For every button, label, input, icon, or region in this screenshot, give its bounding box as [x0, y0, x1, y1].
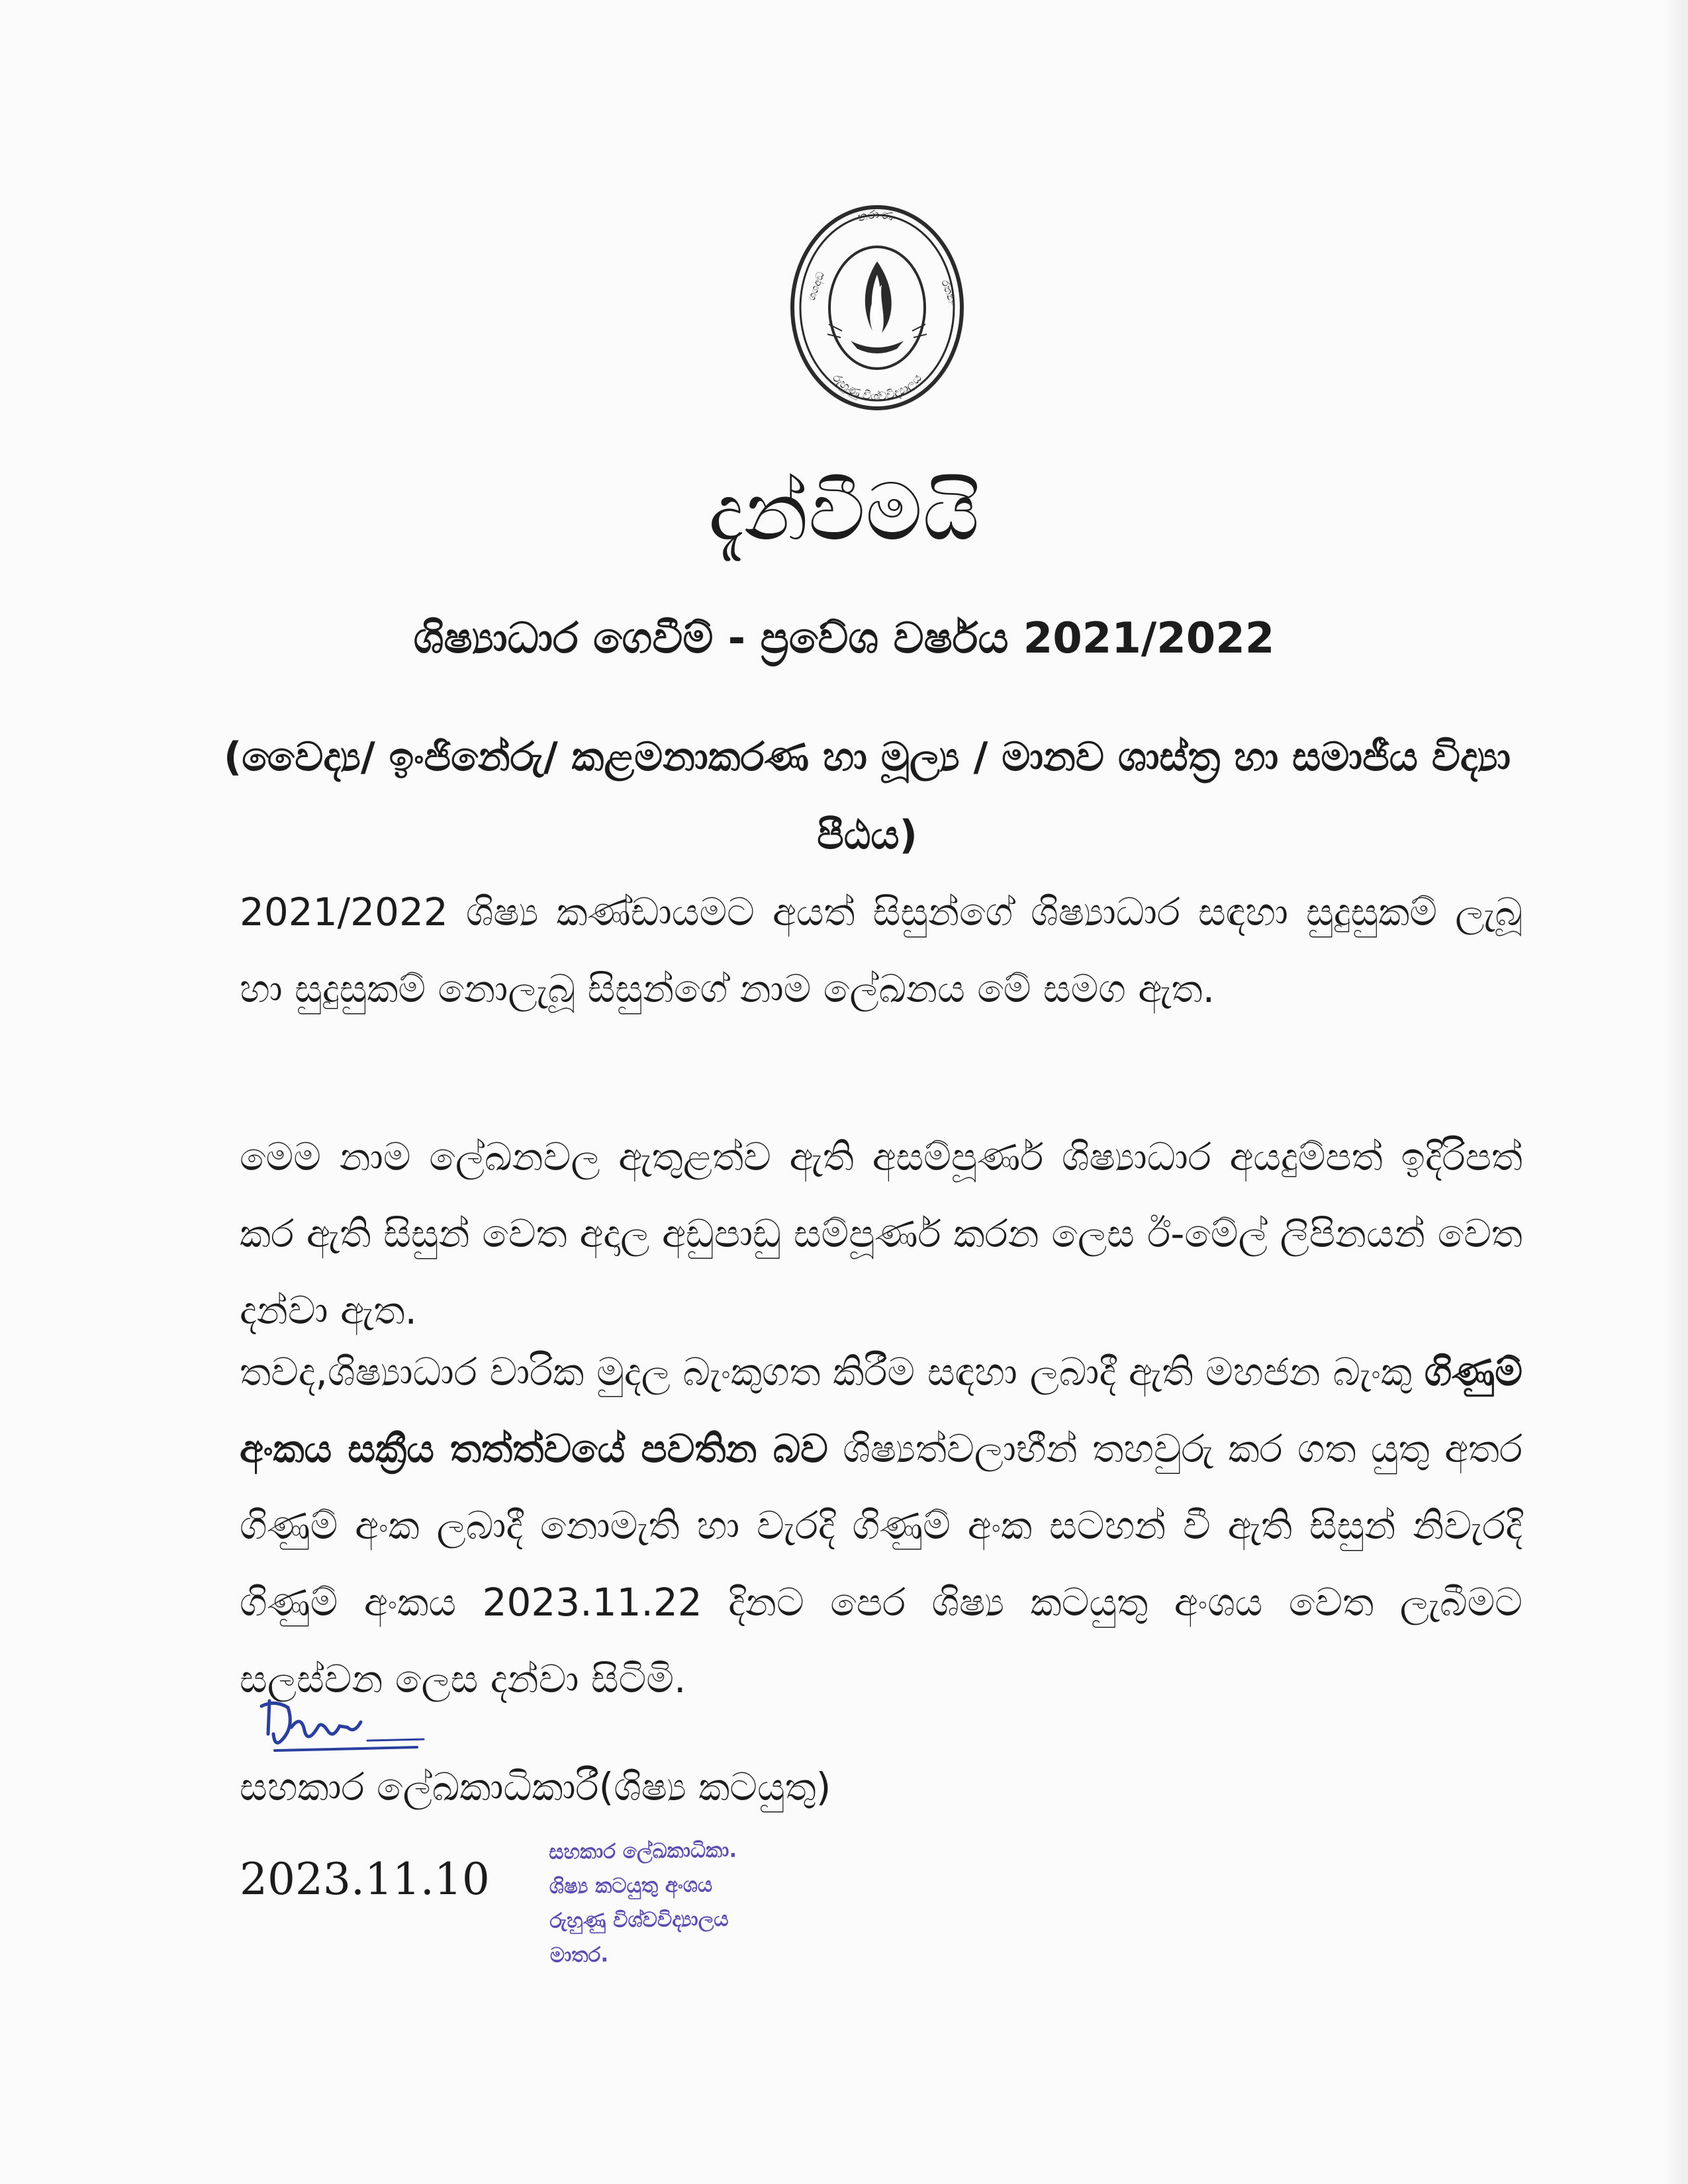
- notice-subtitle: ශිෂ්‍යාධාර ගෙවීම් - ප්‍රවේශ වර්ෂය 2021/2022: [413, 614, 1275, 663]
- seal-inscription-top: නරාණං: [856, 207, 898, 225]
- paragraph-2: මෙම නාම ලේඛනවල ඇතුළත්ව ඇති අසම්පූර්ණ ශිෂ්‍යාධාර අයදුම්පත් ඉදිරිපත් කර ඇති සිසුන් වෙත අදාල අඩුපාඩු සම්පූර්ණ කරන ලෙස ඊ-මේල් ලිපිනයන් වෙත දන්වා ඇත.: [240, 1134, 1523, 1333]
- stamp-line-2: ශිෂ්‍ය කටයුතු අංශය: [549, 1873, 713, 1899]
- notice-date: 2023.11.10: [240, 1854, 490, 1905]
- scan-edge-shadow: [1662, 0, 1688, 2184]
- stamp-line-1: සහකාර ලේඛකාධිකා.: [549, 1838, 737, 1864]
- official-stamp: [549, 1831, 894, 1972]
- stamp-line-3: රුහුණු විශ්වවිද්‍යාලය: [549, 1907, 729, 1933]
- signatory-designation: සහකාර ලේඛකාධිකාරී(ශිෂ්‍ය කටයුතු): [240, 1764, 831, 1809]
- paragraph-3: [240, 1334, 1523, 1717]
- paragraph-3-text-b: ශිෂ්‍යත්වලාභීන් තහවුරු කර ගත යුතු අතර ගිණුම් අංක ලබාදී නොමැති හා වැරදි ගිණුම් අංක සටහන් වී ඇති සිසුන් නිවැරදි ගිණුම් අංකය 2023.11.22 දිනට පෙර ශිෂ්‍ය කටයුතු අංශය වෙත ලැබීමට සලස්වන ලෙස දන්වා සිටිමි.: [240, 1426, 1523, 1702]
- paragraph-3-emphasis: ගිණුම් අංකය සක්‍රීය තත්ත්වයේ පවතින බව: [240, 1349, 1523, 1471]
- paragraph-3-text-a: තවද,ශිෂ්‍යාධාර වාරික මුදල බැංකුගත කිරීම සඳහා ලබාදී ඇති මහජන බැංකු: [240, 1349, 1425, 1394]
- university-seal: [788, 202, 966, 414]
- seal-inscription-bottom: රුහුණු විශ්වවිද්‍යාලය: [829, 371, 925, 404]
- seal-inscription-left: ශශඅඞ: [804, 269, 827, 302]
- seal-icon: [788, 202, 966, 414]
- seal-inscription-right: රතනං: [939, 277, 960, 307]
- notice-title: දැන්වීමයි: [708, 467, 980, 559]
- svg-text:නරාණං: [856, 207, 898, 224]
- paragraph-1: 2021/2022 ශිෂ්‍ය කණ්ඩායමට අයත් සිසුන්ගේ ශිෂ්‍යාධාර සඳහා සුදුසුකම් ලැබූ හා සුදුසුකම් නොලැබූ සිසුන්ගේ නාම ලේඛනය මේ සමග ඇත.: [240, 889, 1523, 1011]
- stamp-line-4: මාතර.: [549, 1942, 609, 1968]
- faculties-list: (වෛද්‍ය/ ඉංජිනේරු/ කළමනාකරණ හා මූල්‍ය / මානව ශාස්ත්‍ර හා සමාජීය විද්‍යා පීඨය): [223, 734, 1511, 858]
